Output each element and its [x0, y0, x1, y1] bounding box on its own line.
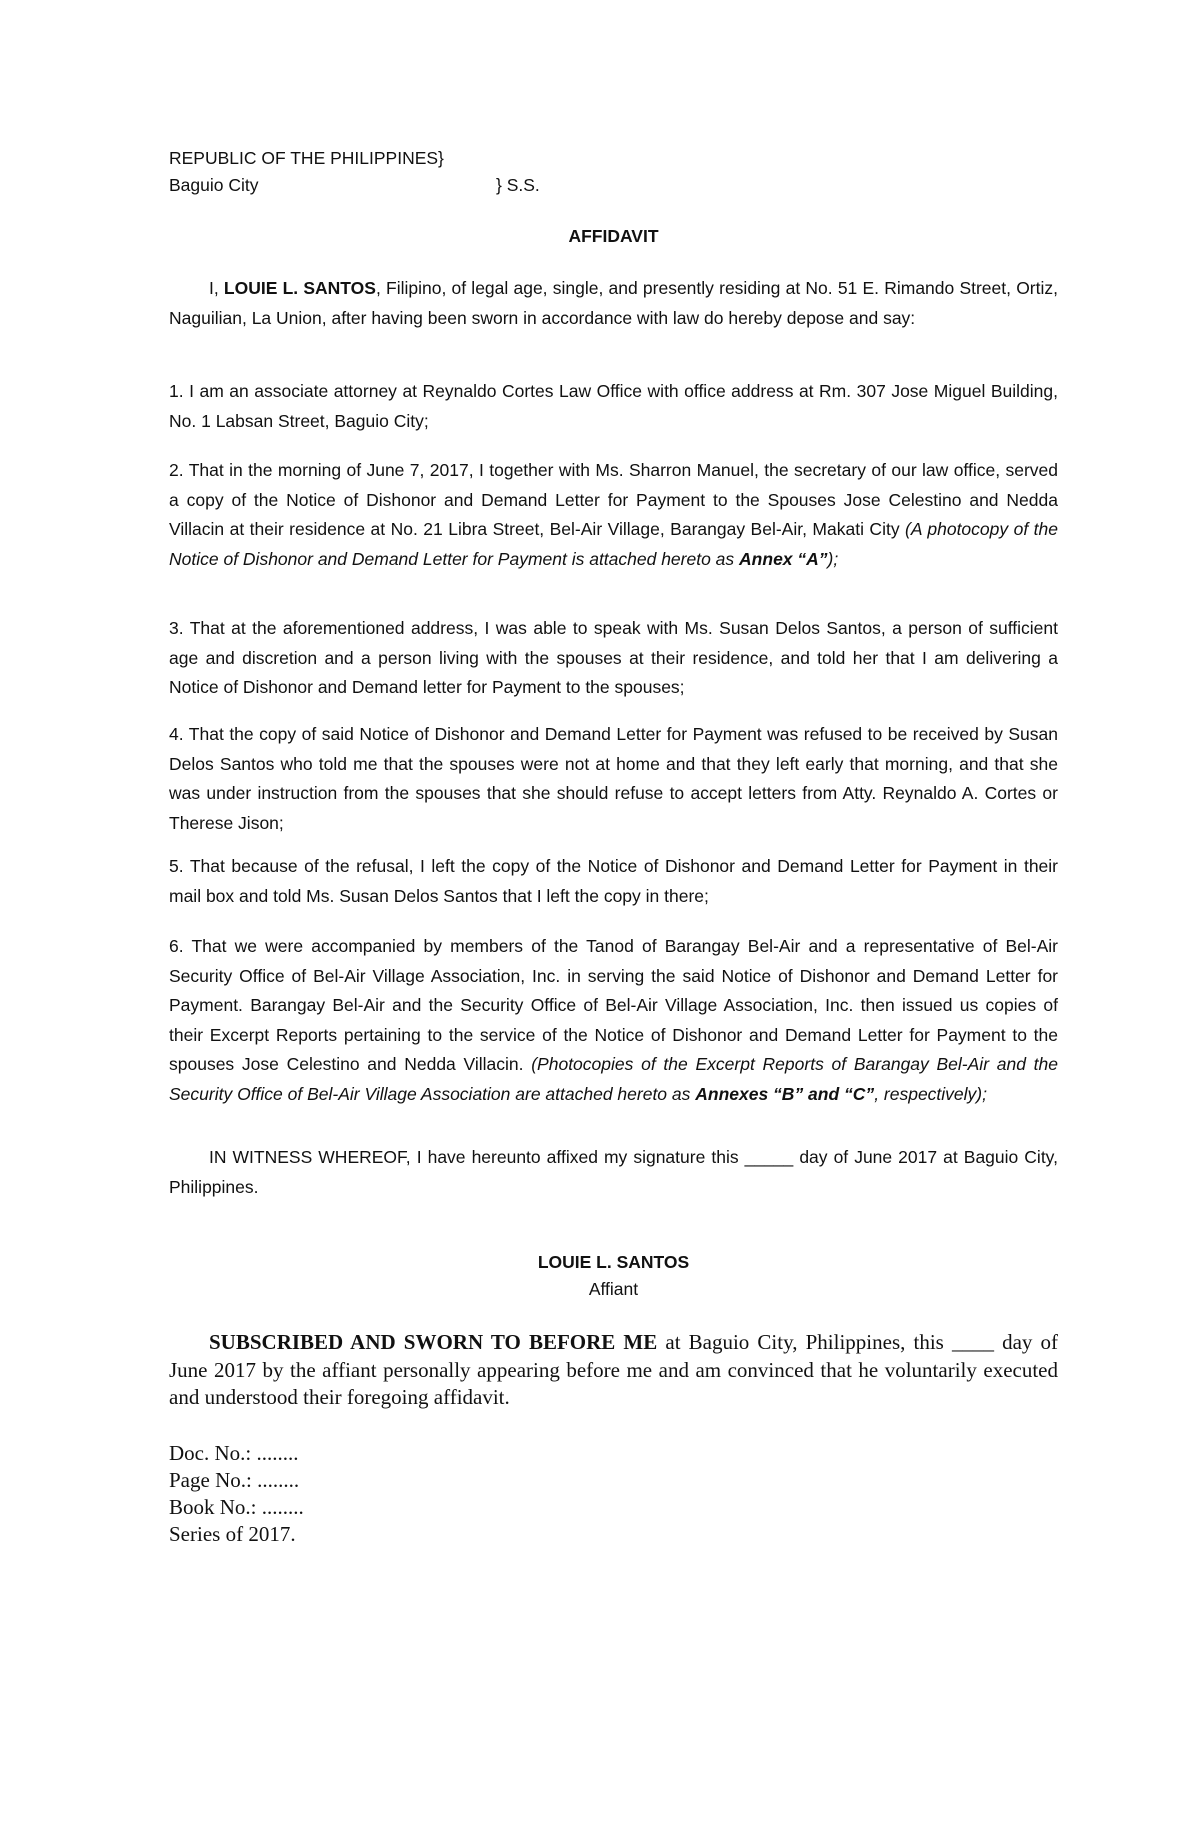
paragraph-italic-note: (Photocopies of the Excerpt Reports of Barangay Bel-Air and the Security Office of Bel-Air Village Association are attached hereto as [169, 1054, 1058, 1104]
paragraph-text: That the copy of said Notice of Dishonor and Demand Letter for Payment was refused to be received by Susan Delos Santos who told me that the spouses were not at home and that they left early that morning, and that she was under instruction from the spouses that she should refuse to accept letters from Atty. Reynaldo A. Cortes or Therese Jison; [169, 724, 1058, 833]
paragraph-text: That because of the refusal, I left the copy of the Notice of Dishonor and Demand Letter for Payment in their mail box and told Ms. Susan Delos Santos that I left the copy in there; [169, 856, 1058, 906]
caption-ss: } S.S. [496, 175, 540, 195]
annex-label: Annex “A” [739, 548, 828, 569]
paragraph-number: 3. [169, 618, 184, 638]
annex-label: Annexes “B” and “C” [695, 1083, 875, 1104]
paragraph-3 [169, 614, 1058, 703]
intro-prefix: I, [209, 278, 224, 298]
paragraph-number: 5. [169, 856, 184, 876]
paragraph-6 [169, 932, 1058, 1109]
document-title: AFFIDAVIT [568, 226, 659, 246]
paragraph-italic-end: ); [827, 548, 839, 569]
signature-name: LOUIE L. SANTOS [537, 1252, 690, 1272]
paragraph-number: 2. [169, 460, 184, 480]
paragraph-1 [169, 377, 1058, 436]
jurat-text: at Baguio City, Philippines, this ____ day of June 2017 by the affiant personally appearing before me and am convinced that he voluntarily executed and understood their foregoing affidavit. [169, 1330, 1058, 1409]
paragraph-italic-end: , respectively); [874, 1083, 987, 1104]
intro-paragraph [169, 274, 1058, 333]
paragraph-text: That in the morning of June 7, 2017, I together with Ms. Sharron Manuel, the secretary of our law office, served a copy of the Notice of Dishonor and Demand Letter for Payment to the Spouses Jose Celestino and Nedda Villacin at their residence at No. 21 Libra Street, Bel-Air Village, Barangay Bel-Air, Makati City [169, 460, 1058, 539]
paragraph-5 [169, 852, 1058, 911]
paragraph-text: That at the aforementioned address, I was able to speak with Ms. Susan Delos Santos, a person of sufficient age and discretion and a person living with the spouses at their residence, and told her that I am delivering a Notice of Dishonor and Demand letter for Payment to the spouses; [169, 618, 1058, 697]
jurat-bold-text: SUBSCRIBED AND SWORN TO BEFORE ME [209, 1330, 658, 1354]
jurat-paragraph [169, 1329, 1058, 1412]
paragraph-number: 6. [169, 936, 184, 956]
paragraph-4 [169, 720, 1058, 838]
intro-text: , Filipino, of legal age, single, and presently residing at No. 51 E. Rimando Street, Ortiz, Naguilian, La Union, after having been sworn in accordance with law do hereby depose and say: [169, 278, 1058, 328]
paragraph-text: That we were accompanied by members of the Tanod of Barangay Bel-Air and a representative of Bel-Air Security Office of Bel-Air Village Association, Inc. in serving the said Notice of Dishonor and Demand Letter for Payment. Barangay Bel-Air and the Security Office of Bel-Air Village Association, Inc. then issued us copies of their Excerpt Reports pertaining to the service of the Notice of Dishonor and Demand Letter for Payment to the spouses Jose Celestino and Nedda Villacin. [169, 936, 1058, 1074]
paragraph-number: 4. [169, 724, 184, 744]
paragraph-2 [169, 456, 1058, 574]
caption-republic: REPUBLIC OF THE PHILIPPINES} [169, 148, 444, 168]
caption-city: Baguio City [169, 175, 259, 195]
paragraph-italic-note: (A photocopy of the Notice of Dishonor and Demand Letter for Payment is attached hereto as [169, 519, 1058, 569]
affiant-name: LOUIE L. SANTOS [223, 278, 376, 298]
notary-book-no: Book No.: ........ [169, 1495, 304, 1519]
witness-paragraph: IN WITNESS WHEREOF, I have hereunto affixed my signature this _____ day of June 2017 at Baguio City, Philippines. [169, 1147, 1058, 1197]
notary-series: Series of 2017. [169, 1522, 296, 1546]
signature-role: Affiant [588, 1279, 639, 1299]
paragraph-number: 1. [169, 381, 184, 401]
notary-doc-no: Doc. No.: ........ [169, 1441, 299, 1465]
paragraph-text: I am an associate attorney at Reynaldo Cortes Law Office with office address at Rm. 307 Jose Miguel Building, No. 1 Labsan Street, Baguio City; [169, 381, 1058, 431]
notary-page-no: Page No.: ........ [169, 1468, 300, 1492]
